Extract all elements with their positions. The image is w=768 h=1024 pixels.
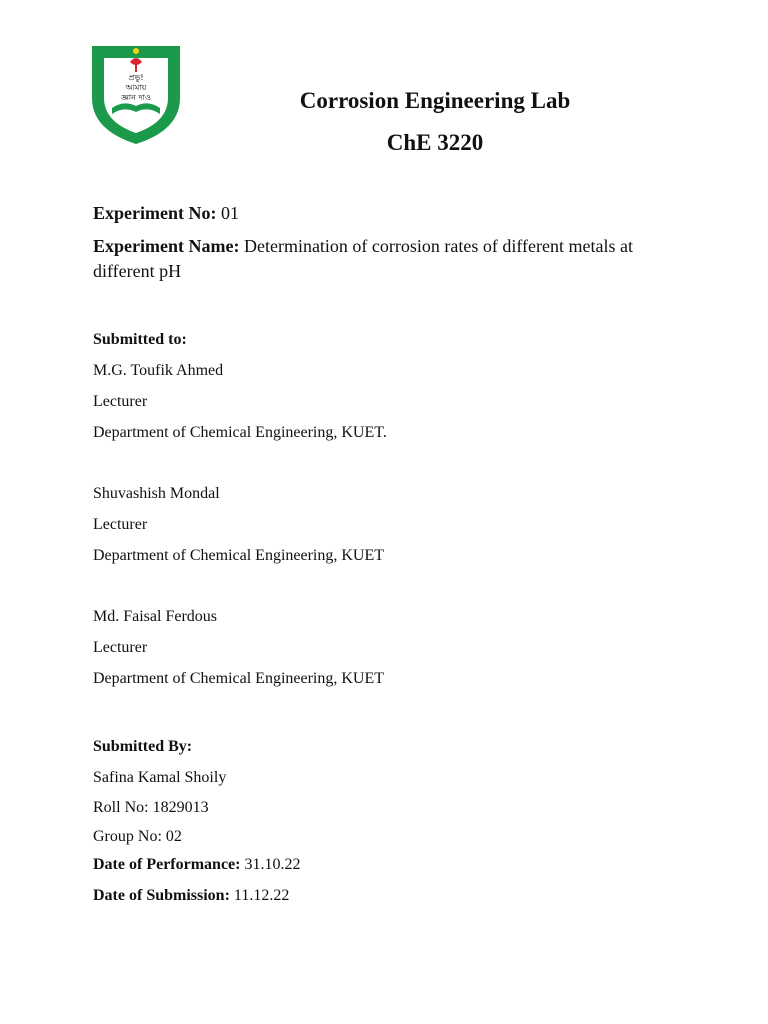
svg-text:প্রভু!: প্রভু! [128, 73, 144, 82]
svg-text:জ্ঞান দাও: জ্ঞান দাও [121, 93, 151, 102]
person-title: Lecturer [93, 393, 148, 410]
date-of-performance [93, 855, 300, 875]
experiment-no [93, 201, 239, 225]
person-name: Md. Faisal Ferdous [93, 608, 217, 625]
lab-title: Corrosion Engineering Lab [299, 88, 571, 113]
person-name: Shuvashish Mondal [93, 485, 220, 502]
experiment-name-value: Determination of corrosion rates of different metals at different pH [93, 236, 633, 281]
performance-value: 31.10.22 [244, 856, 301, 873]
experiment-name-label: Experiment Name: [93, 236, 240, 256]
experiment-no-label: Experiment No: [93, 203, 217, 223]
submission-value: 11.12.22 [233, 887, 290, 904]
svg-text:আমায়: আমায় [125, 83, 147, 92]
person-dept: Department of Chemical Engineering, KUET [93, 670, 385, 687]
performance-label: Date of Performance: [93, 856, 241, 873]
person-dept: Department of Chemical Engineering, KUET [93, 547, 385, 564]
date-of-submission [93, 886, 289, 906]
student-name: Safina Kamal Shoily [93, 769, 227, 786]
person-name: M.G. Toufik Ahmed [93, 362, 224, 379]
course-code: ChE 3220 [386, 130, 484, 155]
person-dept: Department of Chemical Engineering, KUET. [93, 424, 387, 441]
experiment-name [93, 234, 673, 284]
submitted-to-heading: Submitted to: [93, 331, 187, 348]
group-number: Group No: 02 [93, 828, 182, 845]
roll-number: Roll No: 1829013 [93, 799, 209, 816]
person-title: Lecturer [93, 639, 148, 656]
submission-label: Date of Submission: [93, 887, 230, 904]
experiment-no-value: 01 [220, 203, 239, 223]
person-title: Lecturer [93, 516, 148, 533]
university-logo [88, 40, 184, 146]
submitted-by-heading: Submitted By: [93, 738, 193, 755]
